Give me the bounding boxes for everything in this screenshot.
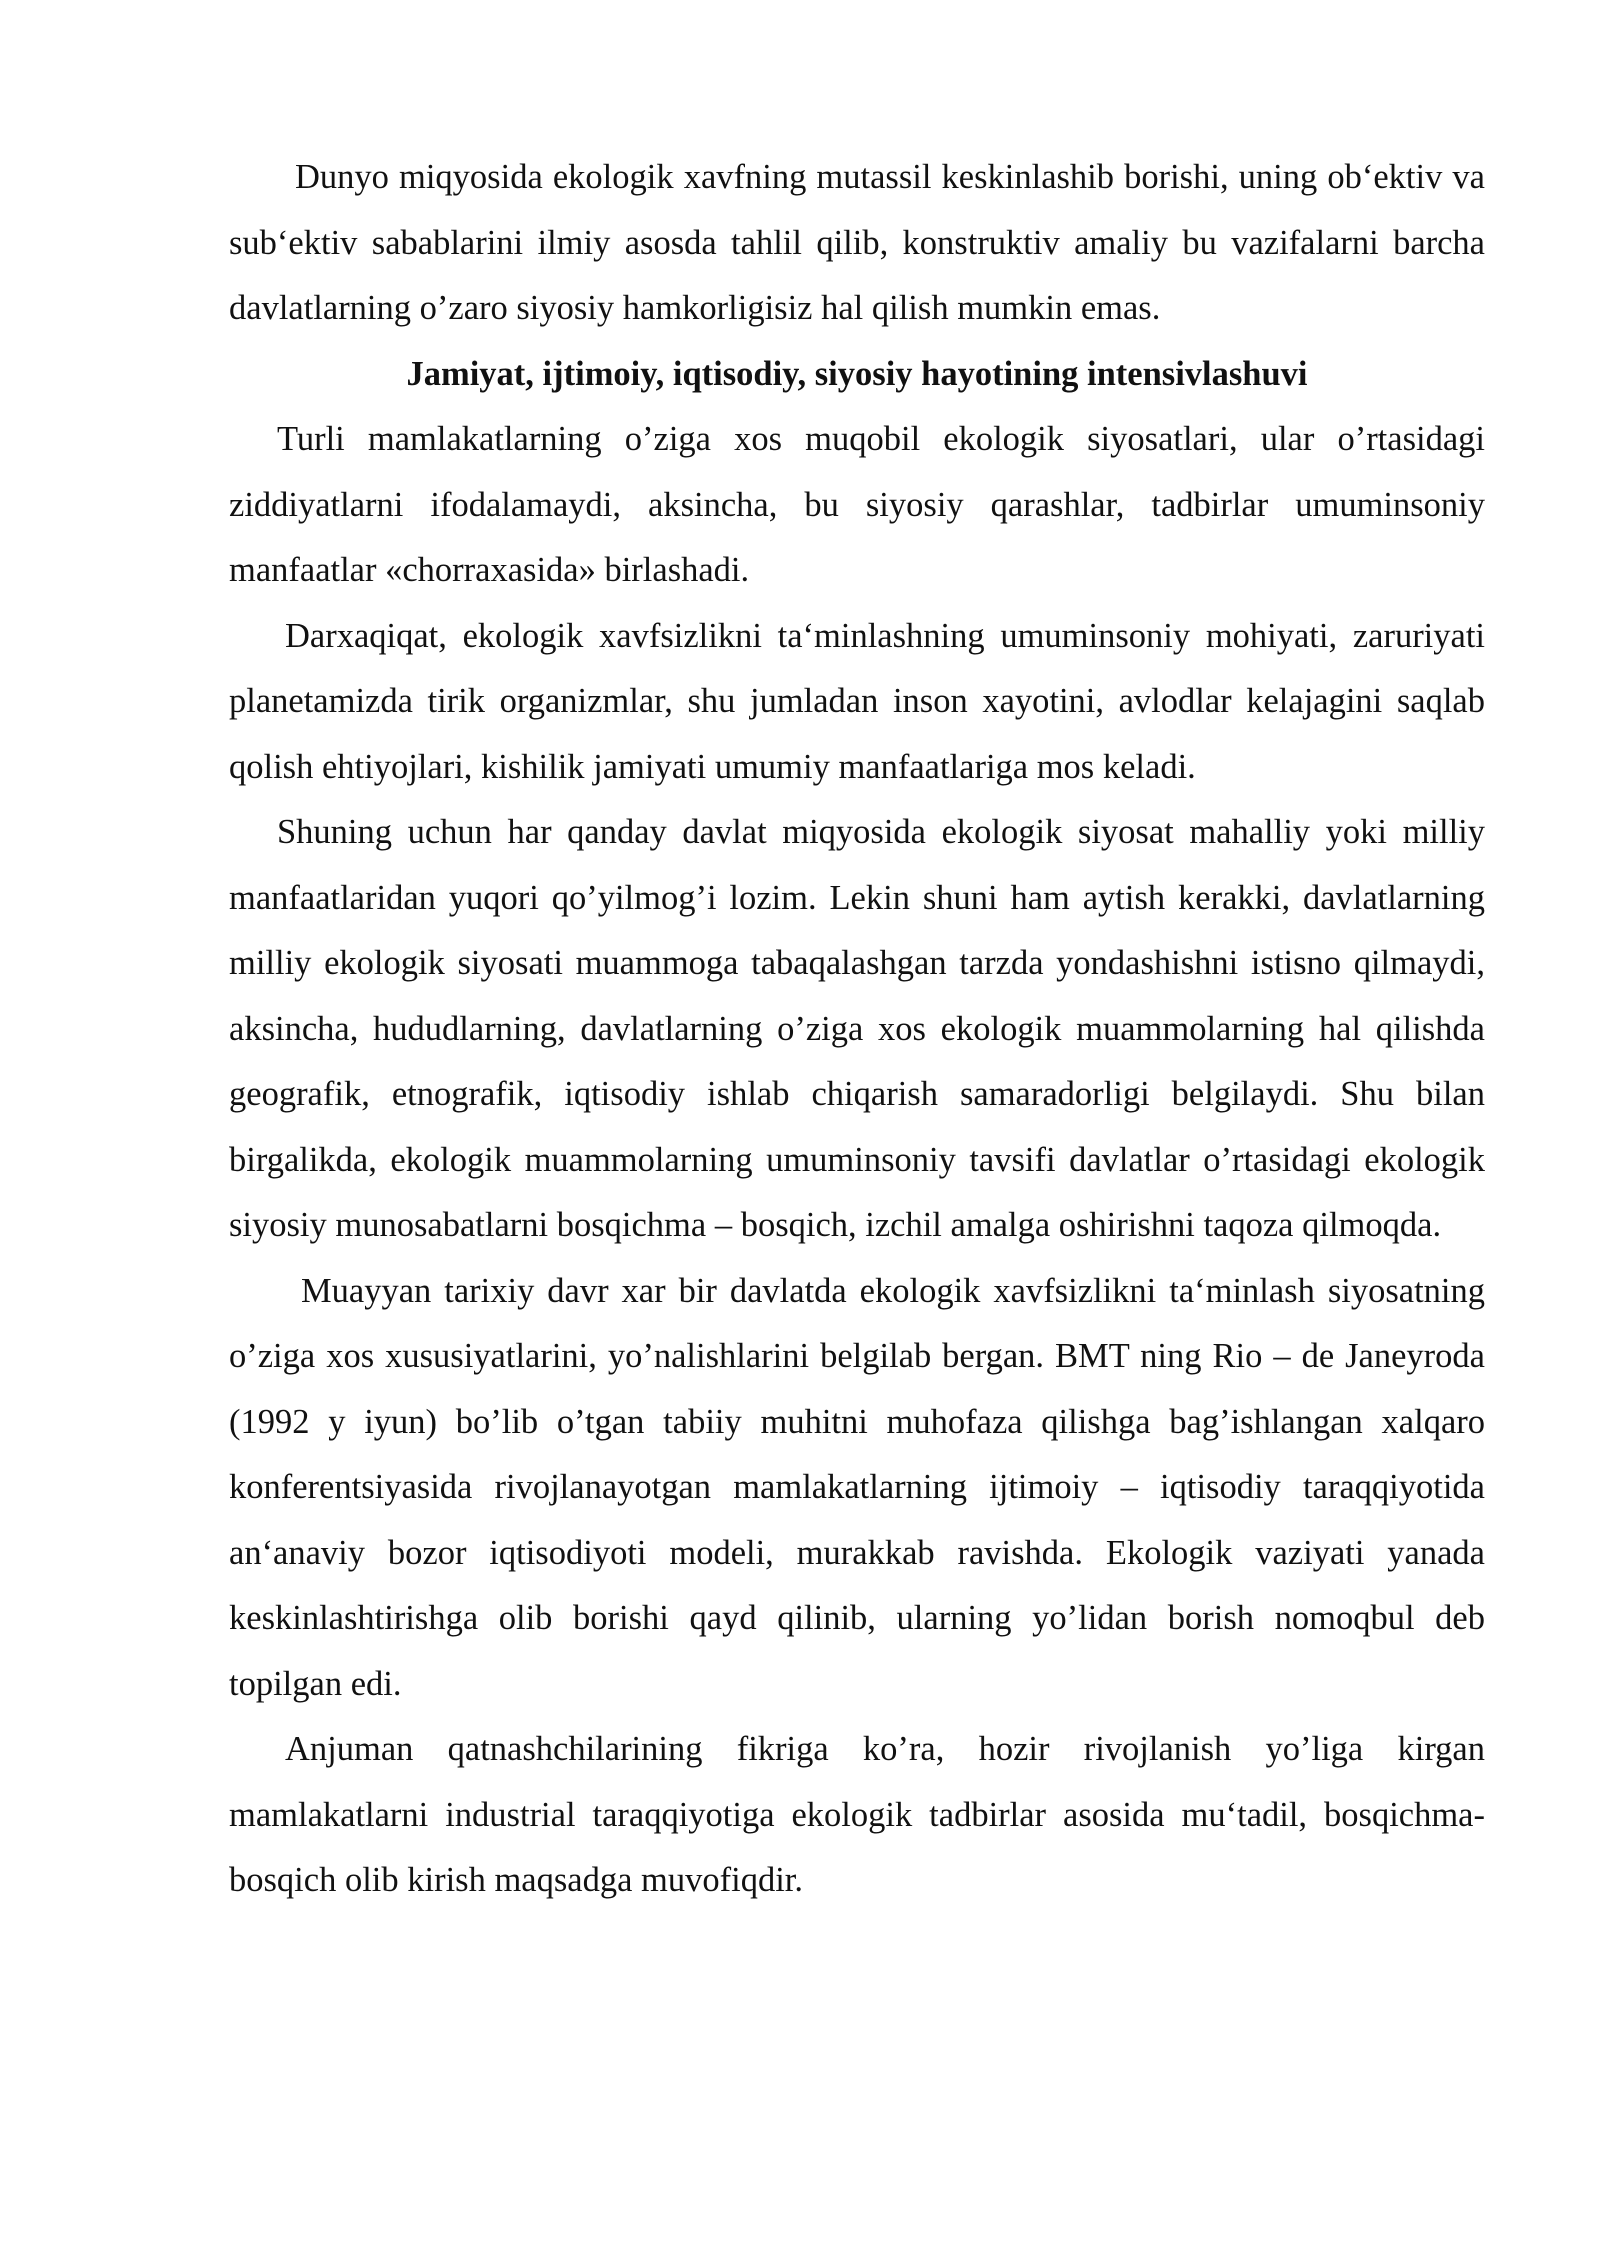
paragraph-national-ecological-policies: Turli mamlakatlarning o’ziga xos muqobil ekologik siyosatlari, ular o’rtasidagi ziddiyatlarni ifodalamaydi, aksincha, bu siyosiy qarashlar, tadbirlar umuminsoniy manfaatlar «chorraxasida» birlashadi.	[229, 420, 1485, 589]
paragraph-rio-conference: Muayyan tarixiy davr xar bir davlatda ekologik xavfsizlikni ta‘minlash siyosatning o’ziga xos xususiyatlarini, yo’nalishlarini belgilab bergan. BMT ning Rio – de Janeyroda (1992 y iyun) bo’lib o’tgan tabiiy muhitni muhofaza qilishga bag’ishlangan xalqaro konferentsiyasida rivojlanayotgan mamlakatlarning ijtimoiy – iqtisodiy taraqqiyotida an‘anaviy bozor iqtisodiyoti modeli, murakkab ravishda. Ekologik vaziyati yanada keskinlashtirishga olib borishi qayd qilinib, ularning yo’lidan borish nomoqbul deb topilgan edi.	[229, 1271, 1485, 1703]
section-heading: Jamiyat, ijtimoiy, iqtisodiy, siyosiy hayotining intensivlashuvi	[406, 354, 1308, 393]
paragraph-global-ecological-threat: Dunyo miqyosida ekologik xavfning mutassil keskinlashib borishi, uning ob‘ektiv va sub‘ektiv sabablarini ilmiy asosda tahlil qilib, konstruktiv amaliy bu vazifalarni barcha davlatlarning o’zaro siyosiy hamkorligisiz hal qilish mumkin emas.	[229, 158, 1485, 327]
paragraph-national-vs-global-interests: Shuning uchun har qanday davlat miqyosida ekologik siyosat mahalliy yoki milliy manfaatlaridan yuqori qo’yilmog’i lozim. Lekin shuni ham aytish kerakki, davlatlarning milliy ekologik siyosati muammoga tabaqalashgan tarzda yondashishni istisno qilmaydi, aksincha, hududlarning, davlatlarning o’ziga xos ekologik muammolarning hal qilishda geografik, etnografik, iqtisodiy ishlab chiqarish samaradorligi belgilaydi. Shu bilan birgalikda, ekologik muammolarning umuminsoniy tavsifi davlatlar o’rtasidagi ekologik siyosiy munosabatlarni bosqichma – bosqich, izchil amalga oshirishni taqoza qilmoqda.	[229, 813, 1485, 1244]
paragraph-conference-participants: Anjuman qatnashchilarining fikriga ko’ra, hozir rivojlanish yo’liga kirgan mamlakatlarni industrial taraqqiyotiga ekologik tadbirlar asosida mu‘tadil, bosqichma-bosqich olib kirish maqsadga muvofiqdir.	[229, 1730, 1485, 1899]
document-body	[229, 145, 1485, 1914]
paragraph-ecological-security-essence: Darxaqiqat, ekologik xavfsizlikni ta‘minlashning umuminsoniy mohiyati, zaruriyati planetamizda tirik organizmlar, shu jumladan inson xayotini, avlodlar kelajagini saqlab qolish ehtiyojlari, kishilik jamiyati umumiy manfaatlariga mos keladi.	[229, 616, 1485, 786]
